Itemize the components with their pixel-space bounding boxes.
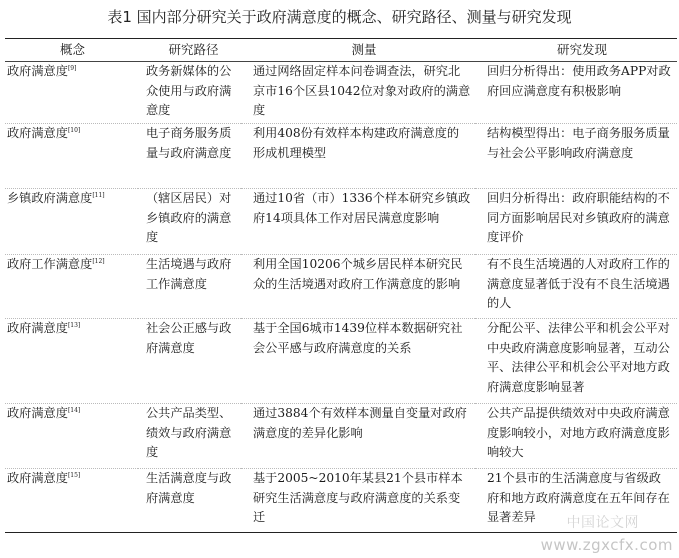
cell-finding: 有不良生活境遇的人对政府工作的满意度显著低于没有不良生活境遇的人 bbox=[487, 257, 670, 310]
cell-finding: 21个县市的生活满意度与省级政府和地方政府满意度在五年间存在显著差异 bbox=[487, 471, 670, 524]
cell-path: 电子商务服务质量与政府满意度 bbox=[146, 126, 232, 160]
cell-path: 生活满意度与政府满意度 bbox=[146, 471, 232, 505]
cell-finding: 回归分析得出：政府职能结构的不同方面影响居民对乡镇政府的满意度评价 bbox=[487, 191, 670, 244]
table-row bbox=[5, 404, 677, 469]
cell-path: 政务新媒体的公众使用与政府满意度 bbox=[146, 64, 232, 117]
cell-concept: 政府满意度[9] bbox=[7, 64, 77, 78]
cell-concept: 政府工作满意度[12] bbox=[7, 257, 105, 271]
cell-path: 生活境遇与政府工作满意度 bbox=[146, 257, 232, 291]
header-concept: 概念 bbox=[59, 42, 85, 58]
cell-measure: 基于2005~2010年某县21个县市样本研究生活满意度与政府满意度的关系变迁 bbox=[253, 471, 463, 524]
cell-path: 公共产品类型、绩效与政府满意度 bbox=[146, 406, 232, 459]
cell-path: 社会公正感与政府满意度 bbox=[146, 321, 232, 355]
cell-measure: 利用408份有效样本构建政府满意度的形成机理模型 bbox=[253, 126, 460, 160]
cell-measure: 基于全国6城市1439位样本数据研究社会公平感与政府满意度的关系 bbox=[253, 321, 463, 355]
table-caption: 表1 国内部分研究关于政府满意度的概念、研究路径、测量与研究发现 bbox=[107, 8, 572, 26]
cell-concept: 政府满意度[14] bbox=[7, 406, 81, 420]
citation-ref: [14] bbox=[67, 406, 81, 414]
table-row bbox=[5, 189, 677, 255]
table-row bbox=[5, 319, 677, 404]
header-path: 研究路径 bbox=[168, 42, 219, 58]
research-table bbox=[5, 38, 677, 533]
citation-ref: [9] bbox=[67, 64, 77, 72]
watermark-url: www.zgxcfx.com bbox=[540, 536, 673, 554]
cell-path: （辖区居民）对乡镇政府的满意度 bbox=[146, 191, 232, 244]
table-row bbox=[5, 469, 677, 533]
cell-measure: 通过网络固定样本问卷调查法，研究北京市16个区县1042位对象对政府的满意度 bbox=[253, 64, 471, 117]
citation-ref: [15] bbox=[67, 471, 81, 479]
cell-finding: 结构模型得出：电子商务服务质量与社会公平影响政府满意度 bbox=[487, 126, 670, 160]
watermark-site-name: 中国论文网 bbox=[566, 515, 639, 531]
cell-finding: 回归分析得出：使用政务APP对政府回应满意度有积极影响 bbox=[487, 64, 671, 98]
citation-ref: [10] bbox=[67, 126, 81, 134]
cell-measure: 利用全国10206个城乡居民样本研究民众的生活境遇对政府工作满意度的影响 bbox=[253, 257, 463, 291]
cell-finding: 公共产品提供绩效对中央政府满意度影响较小，对地方政府满意度影响较大 bbox=[487, 406, 670, 459]
cell-concept: 乡镇政府满意度[11] bbox=[7, 191, 105, 205]
citation-ref: [13] bbox=[67, 321, 81, 329]
cell-measure: 通过3884个有效样本测量自变量对政府满意度的差异化影响 bbox=[253, 406, 467, 440]
cell-concept: 政府满意度[10] bbox=[7, 126, 81, 140]
table-row bbox=[5, 255, 677, 319]
cell-concept: 政府满意度[15] bbox=[7, 471, 81, 485]
cell-finding: 分配公平、法律公平和机会公平对中央政府满意度影响显著，互动公平、法律公平和机会公平对地方政府满意度影响显著 bbox=[487, 321, 670, 394]
cell-concept: 政府满意度[13] bbox=[7, 321, 81, 335]
header-row bbox=[5, 39, 677, 62]
table-row bbox=[5, 62, 677, 124]
header-finding: 研究发现 bbox=[556, 42, 607, 58]
table-row bbox=[5, 124, 677, 189]
cell-measure: 通过10省（市）1336个样本研究乡镇政府14项具体工作对居民满意度影响 bbox=[253, 191, 471, 225]
header-measure: 测量 bbox=[351, 42, 377, 58]
citation-ref: [11] bbox=[92, 191, 105, 199]
citation-ref: [12] bbox=[92, 257, 105, 265]
